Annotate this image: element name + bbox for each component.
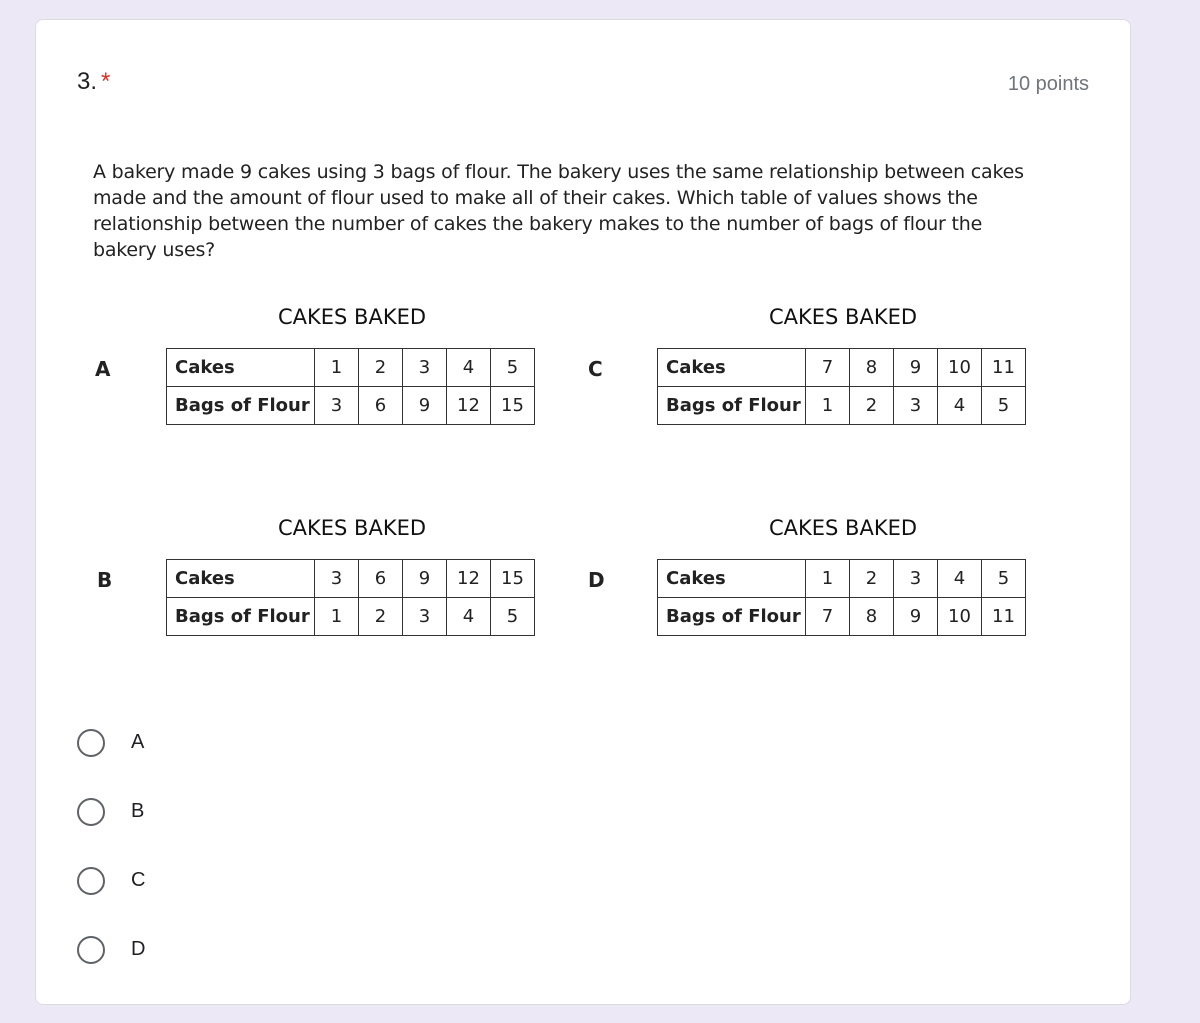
table-cell: 10: [938, 598, 982, 636]
radio-circle-icon[interactable]: [77, 867, 105, 895]
radio-circle-icon[interactable]: [77, 729, 105, 757]
points-label: 10 points: [1007, 73, 1089, 95]
table-cell: 3: [403, 598, 447, 636]
table-cell: 11: [982, 349, 1026, 387]
table-b-letter: B: [97, 568, 113, 592]
table-cell: 7: [806, 349, 850, 387]
table-cell: 8: [850, 598, 894, 636]
table-cell: 11: [982, 598, 1026, 636]
table-cell: 15: [491, 560, 535, 598]
table-row: [167, 349, 535, 387]
row-label: Cakes: [167, 349, 315, 387]
table-cell: 1: [315, 349, 359, 387]
table-cell: 3: [315, 560, 359, 598]
table-row: [658, 598, 1026, 636]
choice-label: B: [131, 800, 145, 822]
table-cell: 15: [491, 387, 535, 425]
table-cell: 6: [359, 560, 403, 598]
choice-b[interactable]: [77, 777, 145, 846]
question-number: 3. *: [77, 68, 111, 95]
table-b: [166, 559, 535, 636]
table-a-title: CAKES BAKED: [277, 305, 427, 329]
table-b-title: CAKES BAKED: [277, 516, 427, 540]
choice-a[interactable]: [77, 708, 145, 777]
table-cell: 4: [447, 598, 491, 636]
table-cell: 5: [982, 387, 1026, 425]
table-cell: 5: [982, 560, 1026, 598]
table-cell: 2: [359, 349, 403, 387]
table-cell: 2: [850, 560, 894, 598]
table-cell: 1: [806, 387, 850, 425]
table-cell: 3: [315, 387, 359, 425]
table-cell: 5: [491, 598, 535, 636]
table-d-letter: D: [588, 568, 605, 592]
required-asterisk: *: [101, 68, 111, 95]
table-cell: 7: [806, 598, 850, 636]
table-row: [658, 387, 1026, 425]
table-cell: 10: [938, 349, 982, 387]
answer-choices: [77, 708, 145, 984]
table-cell: 2: [359, 598, 403, 636]
choice-label: D: [131, 938, 146, 960]
table-cell: 4: [447, 349, 491, 387]
table-cell: 4: [938, 560, 982, 598]
table-c: [657, 348, 1026, 425]
table-a: [166, 348, 535, 425]
table-row: [167, 598, 535, 636]
table-cell: 6: [359, 387, 403, 425]
table-cell: 1: [806, 560, 850, 598]
table-cell: 9: [894, 598, 938, 636]
row-label: Bags of Flour: [167, 387, 315, 425]
row-label: Cakes: [658, 560, 806, 598]
table-cell: 3: [894, 560, 938, 598]
table-cell: 2: [850, 387, 894, 425]
table-cell: 4: [938, 387, 982, 425]
table-cell: 12: [447, 560, 491, 598]
question-image: [36, 20, 1132, 660]
table-cell: 3: [894, 387, 938, 425]
table-row: [658, 349, 1026, 387]
table-d: [657, 559, 1026, 636]
table-cell: 3: [403, 349, 447, 387]
table-cell: 9: [894, 349, 938, 387]
choice-d[interactable]: [77, 915, 145, 984]
table-a-letter: A: [95, 357, 111, 381]
choice-label: A: [131, 731, 145, 753]
table-c-title: CAKES BAKED: [768, 305, 918, 329]
table-cell: 9: [403, 560, 447, 598]
row-label: Bags of Flour: [658, 598, 806, 636]
row-label: Cakes: [167, 560, 315, 598]
table-d-title: CAKES BAKED: [768, 516, 918, 540]
radio-circle-icon[interactable]: [77, 936, 105, 964]
table-row: [167, 387, 535, 425]
row-label: Cakes: [658, 349, 806, 387]
row-label: Bags of Flour: [167, 598, 315, 636]
table-cell: 1: [315, 598, 359, 636]
table-cell: 5: [491, 349, 535, 387]
table-cell: 8: [850, 349, 894, 387]
radio-circle-icon[interactable]: [77, 798, 105, 826]
row-label: Bags of Flour: [658, 387, 806, 425]
choice-c[interactable]: [77, 846, 145, 915]
table-row: [658, 560, 1026, 598]
question-card: [35, 19, 1131, 1005]
question-prompt: A bakery made 9 cakes using 3 bags of flour. The bakery uses the same relationship between cakes made and the amount of flour used to make all of their cakes. Which table of values shows the relationship between the number of cakes the bakery makes to the number of bags of flour the bakery uses?: [93, 161, 1024, 261]
table-cell: 9: [403, 387, 447, 425]
table-c-letter: C: [588, 357, 603, 381]
table-cell: 12: [447, 387, 491, 425]
table-row: [167, 560, 535, 598]
choice-label: C: [131, 869, 146, 891]
